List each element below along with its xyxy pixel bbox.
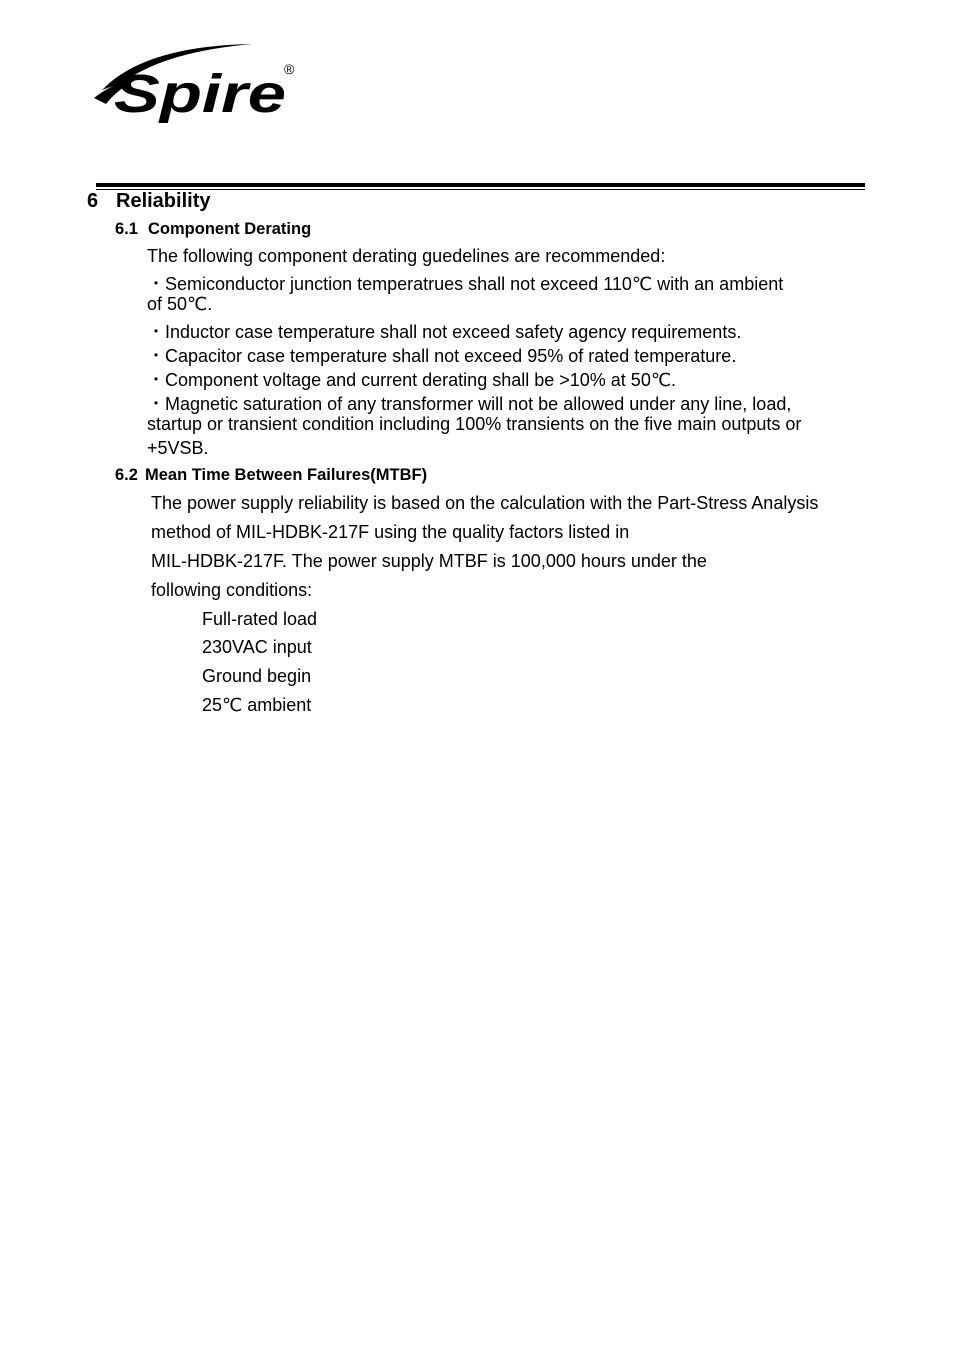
sub2-number: 6.2 [115,466,138,484]
condition-item: Ground begin [202,666,312,686]
derating-line: ・Inductor case temperature shall not exceed safety agency requirements. [147,322,742,342]
mtbf-line: method of MIL-HDBK-217F using the quality factors listed in [151,522,630,542]
section-number: 6 [87,190,99,212]
derating-line: +5VSB. [147,438,209,458]
condition-item: 230VAC input [202,637,312,657]
condition-item: 25℃ ambient [202,695,312,715]
sub1-number: 6.1 [115,220,138,238]
condition-item: Full-rated load [202,609,318,629]
mtbf-line: The power supply reliability is based on the calculation with the Part-Stress Analysis [151,493,819,513]
sub1-title: Component Derating [148,220,312,238]
registered-mark: ® [284,61,295,77]
mtbf-line: MIL-HDBK-217F. The power supply MTBF is 100,000 hours under the [151,551,707,571]
spire-logo [84,38,304,132]
header-rule-thick [96,183,865,187]
sub1-intro: The following component derating guedelines are recommended: [147,246,666,266]
header-rule-thin [96,189,865,190]
section-title: Reliability [116,190,211,212]
derating-line: of 50℃. [147,294,213,314]
logo-wordmark: Spire [114,64,286,124]
sub2-title: Mean Time Between Failures(MTBF) [145,466,428,484]
derating-line: startup or transient condition including 100% transients on the five main outputs or [147,414,802,434]
derating-line: ・Component voltage and current derating shall be >10% at 50℃. [147,370,677,390]
mtbf-line: following conditions: [151,580,313,600]
derating-line: ・Magnetic saturation of any transformer will not be allowed under any line, load, [147,394,792,414]
derating-line: ・Capacitor case temperature shall not exceed 95% of rated temperature. [147,346,737,366]
derating-line: ・Semiconductor junction temperatrues shall not exceed 110℃ with an ambient [147,274,784,294]
